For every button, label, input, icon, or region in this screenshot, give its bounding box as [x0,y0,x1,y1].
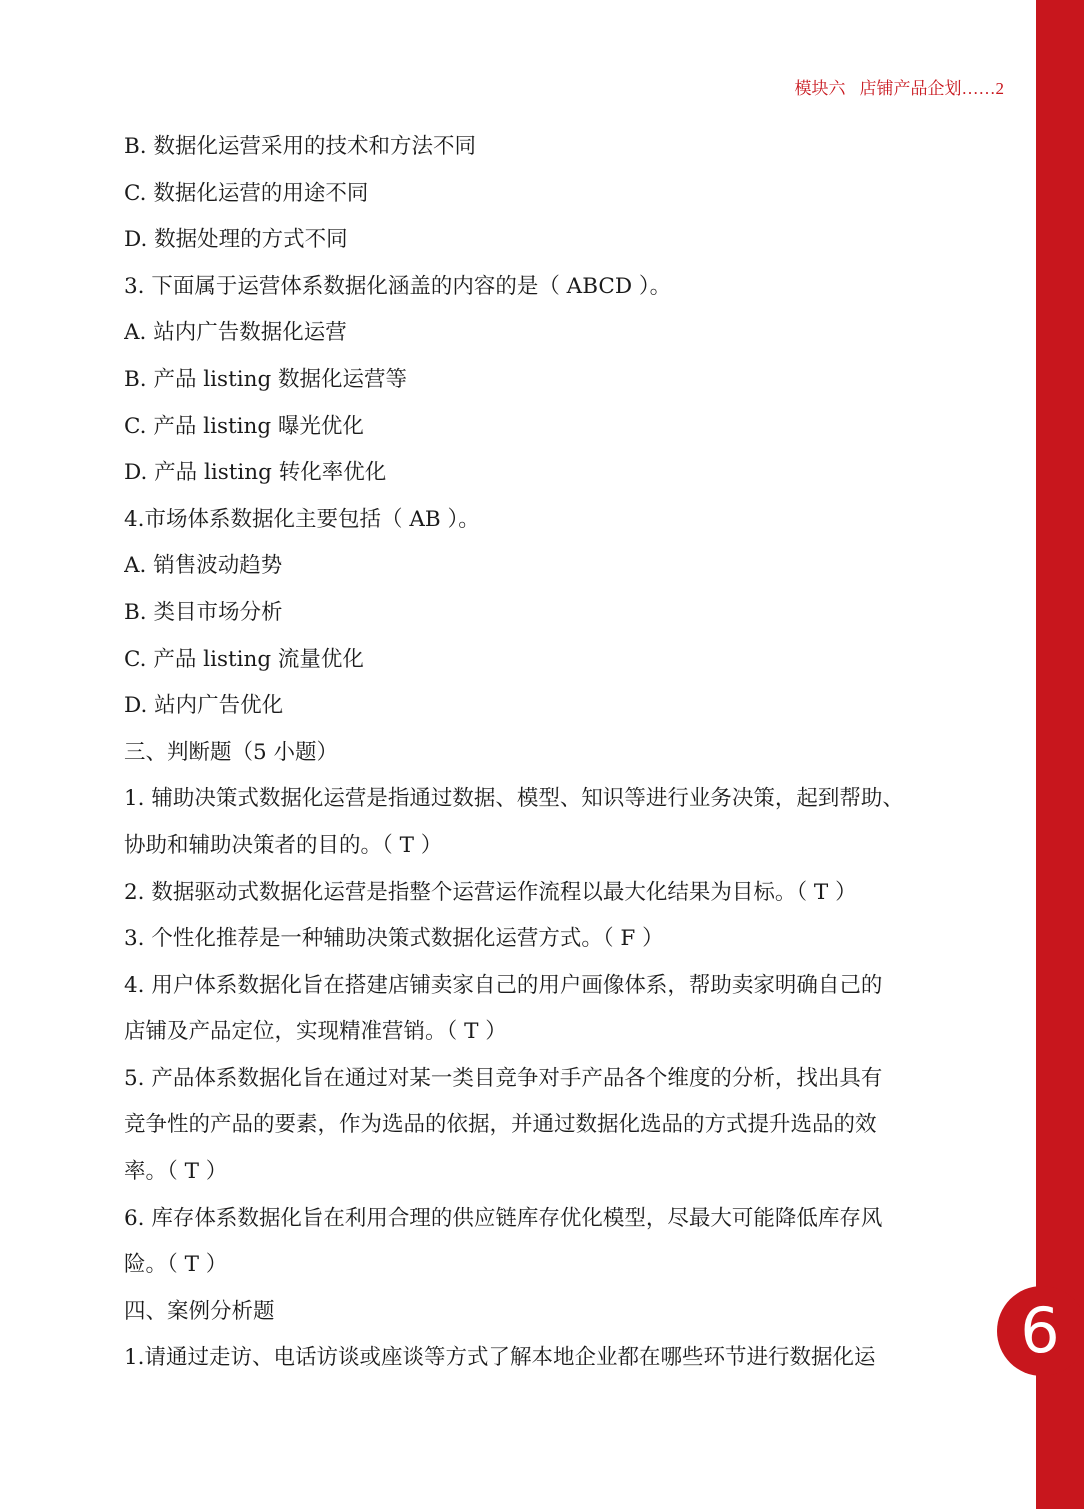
section-heading: 四、案例分析题 [124,1298,275,1324]
header-chapter-title: 店铺产品企划……2 [859,79,1004,98]
text-line: 竞争性的产品的要素，作为选品的依据，并通过数据化选品的方式提升选品的效 [124,1112,877,1138]
text-line: 险。（ T ） [124,1252,228,1278]
text-line: 1.请通过走访、电话访谈或座谈等方式了解本地企业都在哪些环节进行数据化运 [124,1345,876,1371]
text-line: D. 站内广告优化 [124,693,284,719]
text-line: B. 类目市场分析 [124,599,283,625]
text-line: 4. 用户体系数据化旨在搭建店铺卖家自己的用户画像体系，帮助卖家明确自己的 [124,972,883,998]
text-line: 6. 库存体系数据化旨在利用合理的供应链库存优化模型，尽最大可能降低库存风 [124,1205,883,1231]
text-line: C. 产品 listing 曝光优化 [124,413,364,439]
running-header [795,74,1005,99]
text-line: C. 产品 listing 流量优化 [124,646,364,672]
text-line: D. 产品 listing 转化率优化 [124,460,387,486]
text-line: A. 销售波动趋势 [124,553,283,579]
question-line: 4.市场体系数据化主要包括（ AB ）。 [124,506,480,532]
page-body [124,124,972,1382]
text-line: B. 产品 listing 数据化运营等 [124,366,408,392]
text-line: 3. 个性化推荐是一种辅助决策式数据化运营方式。（ F ） [124,926,664,952]
text-line: 2. 数据驱动式数据化运营是指整个运营运作流程以最大化结果为目标。（ T ） [124,879,857,905]
header-module: 模块六 [794,79,846,98]
text-line: 率。（ T ） [124,1159,228,1185]
text-line: 1. 辅助决策式数据化运营是指通过数据、模型、知识等进行业务决策，起到帮助、 [124,786,904,812]
chapter-side-bar [1036,0,1084,1509]
text-line: B. 数据化运营采用的技术和方法不同 [124,134,476,159]
text-line: 5. 产品体系数据化旨在通过对某一类目竞争对手产品各个维度的分析，找出具有 [124,1065,883,1091]
question-line: 3. 下面属于运营体系数据化涵盖的内容的是（ ABCD ）。 [124,273,672,299]
text-line: 店铺及产品定位，实现精准营销。（ T ） [124,1019,507,1045]
text-line: 协助和辅助决策者的目的。（ T ） [124,832,443,858]
text-line: A. 站内广告数据化运营 [124,320,347,346]
text-line: C. 数据化运营的用途不同 [124,180,369,206]
chapter-number-tab: 6 [997,1286,1084,1376]
text-line: D. 数据处理的方式不同 [124,227,348,253]
section-heading: 三、判断题（5 小题） [124,739,339,765]
